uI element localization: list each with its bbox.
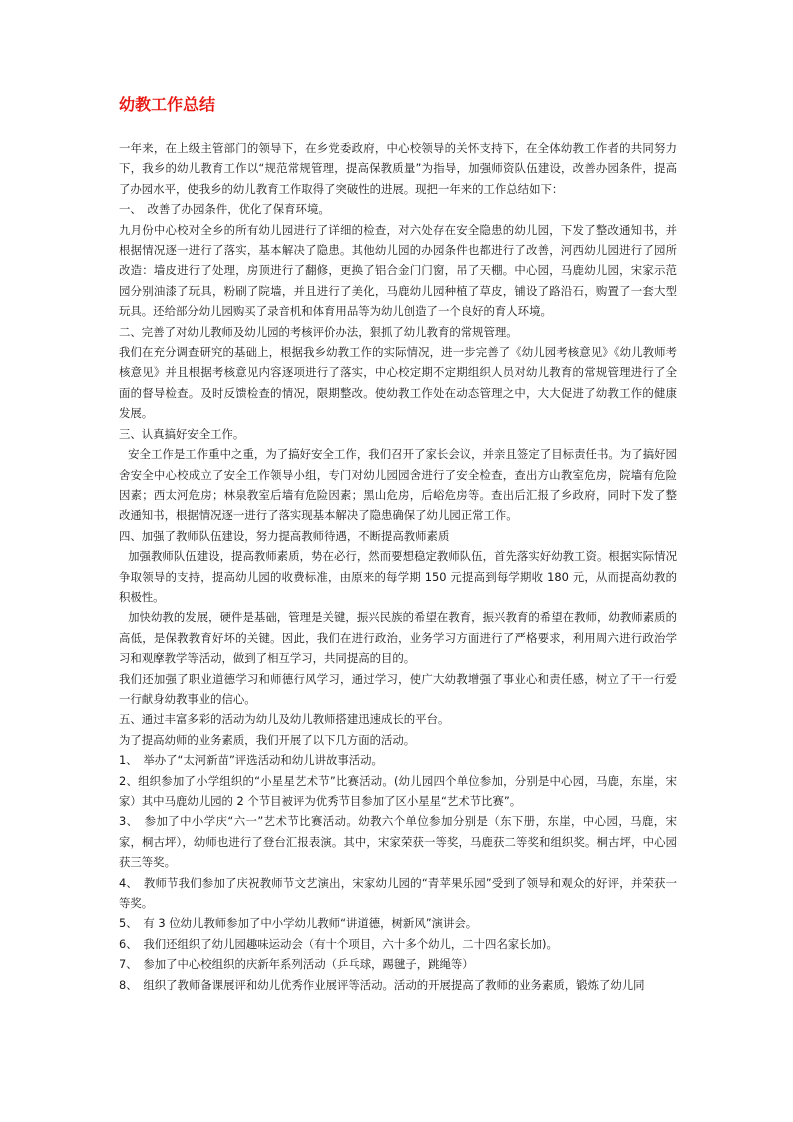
section-5-intro: 为了提高幼师的业务素质，我们开展了以下几方面的活动。 [119, 732, 416, 747]
list-item-4: 4、 教师节我们参加了庆祝教师节文艺演出，宋家幼儿园的“青苹果乐园”受到了领导和观众的好评，并荣获一等奖。 [119, 875, 677, 911]
document-page [119, 94, 677, 995]
section-4-body-3: 我们还加强了职业道德学习和师德行风学习，通过学习，使广大幼教增强了事业心和责任感，树立了干一行爱一行献身幼教事业的信心。 [119, 671, 677, 706]
section-heading-4: 四、加强了教师队伍建设，努力提高教师待遇，不断提高教师素质 [119, 528, 450, 543]
list-item-6: 6、 我们还组织了幼儿园趣味运动会（有十个项目，六十多个幼儿，二十四名家长加)。 [119, 936, 558, 951]
section-4-body-2: 加快幼教的发展，硬件是基础，管理是关键，振兴民族的希望在教育，振兴教育的希望在教师，幼教师素质的高低，是保教教育好坏的关键。因此，我们在进行政治，业务学习方面进行了严格要求，利用周六进行政治学习和观摩教学等活动，做到了相互学习，共同提高的目的。 [119, 610, 677, 666]
list-item-5: 5、 有 3 位幼儿教师参加了中小学幼儿教师“讲道德，树新风”演讲会。 [119, 916, 478, 931]
section-1-body: 九月份中心校对全乡的所有幼儿园进行了详细的检查，对六处存在安全隐患的幼儿园，下发了整改通知书，并根据情况逐一进行了落实，基本解决了隐患。其他幼儿园的办园条件也都进行了改善，河西幼儿园进行了园所改造：墙皮进行了处理，房顶进行了翻修，更换了铝合金门门窗，吊了天棚。中心园，马鹿幼儿园，宋家示范园分别油漆了玩具，粉刷了院墙，并且进行了美化，马鹿幼儿园种植了草皮，铺设了路沿石，购置了一套大型玩具。还给部分幼儿园购买了录音机和体育用品等为幼儿创造了一个良好的育人环境。 [119, 222, 677, 319]
intro-paragraph: 一年来，在上级主管部门的领导下，在乡党委政府，中心校领导的关怀支持下，在全体幼教工作者的共同努力下，我乡的幼儿教育工作以“规范常规管理，提高保教质量”为指导，加强师资队伍建设，改善办园条件，提高了办园水平，使我乡的幼儿教育工作取得了突破性的进展。现把一年来的工作总结如下： [119, 141, 677, 196]
list-item-2: 2、组织参加了小学组织的“小星星艺术节”比赛活动。(幼儿园四个单位参加，分别是中心园，马鹿，东崖，宋家）其中马鹿幼儿园的 2 个节目被评为优秀节目参加了区小星星“艺术节比赛”。 [119, 773, 677, 808]
list-item-3: 3、 参加了中小学庆“六一”艺术节比赛活动。幼教六个单位参加分别是（东下册，东崖，中心园，马鹿，宋家，桐古坪），幼师也进行了登台汇报表演。其中，宋家荣获一等奖，马鹿获二等奖和组织奖。桐古坪，中心园获三等奖。 [119, 814, 677, 870]
section-heading-5: 五、通过丰富多彩的活动为幼儿及幼儿教师搭建迅速成长的平台。 [119, 712, 450, 727]
section-4-body-1: 加强教师队伍建设，提高教师素质，势在必行，然而要想稳定教师队伍，首先落实好幼教工资。根据实际情况争取领导的支持，提高幼儿园的收费标准，由原来的每学期 150 元提高到每学期收 180 元，从而提高幼教的积极性。 [119, 549, 677, 604]
list-item-8: 8、 组织了教师备课展评和幼儿优秀作业展评等活动。活动的开展提高了教师的业务素质，锻炼了幼儿同 [119, 977, 645, 992]
section-heading-1: 一、 改善了办园条件，优化了保育环境。 [119, 202, 330, 217]
document-title: 幼教工作总结 [119, 95, 216, 114]
list-item-7: 7、 参加了中心校组织的庆新年系列活动（乒乓球，踢毽子，跳绳等） [119, 957, 474, 972]
list-item-1: 1、 举办了“太河新苗”评选活动和幼儿讲故事活动。 [119, 753, 383, 768]
section-heading-3: 三、认真搞好安全工作。 [119, 426, 245, 441]
section-2-body: 我们在充分调查研究的基础上，根据我乡幼教工作的实际情况，进一步完善了《幼儿园考核意见》《幼儿教师考核意见》并且根据考核意见内容逐项进行了落实，中心校定期不定期组织人员对幼儿教育的常规管理进行了全面的督导检查。及时反馈检查的情况，限期整改。使幼教工作处在动态管理之中，大大促进了幼教工作的健康发展。 [119, 345, 677, 421]
section-3-body: 安全工作是工作重中之重，为了搞好安全工作，我们召开了家长会议，并亲且签定了目标责任书。为了搞好园舍安全中心校成立了安全工作领导小组，专门对幼儿园园舍进行了安全检查，查出方山教室危房，院墙有危险因素；西太河危房；林泉教室后墙有危险因素；黑山危房，后峪危房等。查出后汇报了乡政府，同时下发了整改通知书，根据情况逐一进行了落实现基本解决了隐患确保了幼儿园正常工作。 [119, 447, 677, 523]
section-heading-2: 二、完善了对幼儿教师及幼儿园的考核评价办法，狠抓了幼儿教育的常规管理。 [119, 324, 518, 339]
